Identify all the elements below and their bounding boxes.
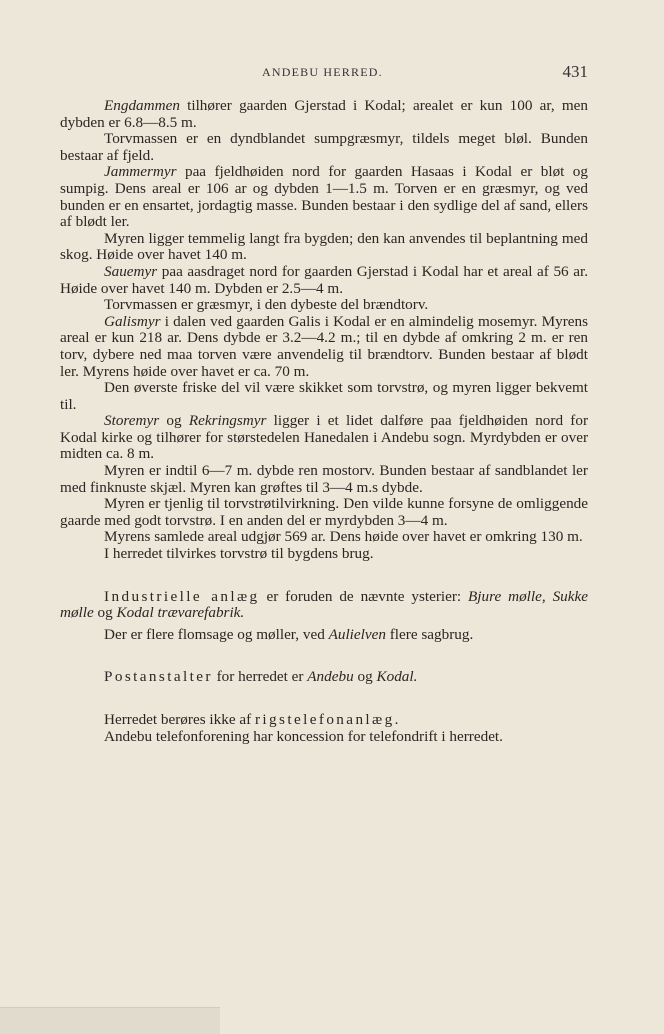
paragraph bbox=[60, 463, 588, 496]
page-edge-shadow bbox=[0, 1007, 220, 1034]
paragraph bbox=[60, 231, 588, 264]
text-run: Myren er tjenlig til torvstrøtilvirkning. Den vilde kunne forsyne de omliggende gaarde med godt torvstrø. I en anden del er myrdybden 3—4 m. bbox=[60, 495, 588, 529]
paragraph bbox=[60, 529, 588, 546]
italic-term: Bjure mølle, Sukke mølle bbox=[60, 587, 588, 622]
paragraph bbox=[60, 98, 588, 131]
italic-term: Sauemyr bbox=[104, 262, 158, 280]
paragraph bbox=[60, 380, 588, 413]
text-run: og bbox=[159, 412, 189, 430]
text-run: I herredet tilvirkes torvstrø til bygdens brug. bbox=[104, 545, 374, 563]
text-run: Torvmassen er græsmyr, i den dybeste del brændtorv. bbox=[104, 296, 429, 314]
text-run: Myren er indtil 6—7 m. dybde ren mostorv. Bunden bestaar af sandblandet ler med finknuste skjæl. Myren kan grøftes til 3—4 m.s dybde. bbox=[60, 462, 588, 496]
spaced-heading: Postanstalter bbox=[104, 668, 213, 686]
text-run: for herredet er bbox=[212, 668, 308, 686]
italic-term: Aulielven bbox=[328, 625, 386, 643]
italic-term: Engdammen bbox=[104, 97, 180, 114]
italic-term: Kodal trævarefabrik. bbox=[116, 604, 245, 622]
paragraph bbox=[60, 264, 588, 297]
text-run: flere sagbrug. bbox=[385, 625, 474, 643]
paragraph bbox=[60, 712, 588, 729]
text-run: i dalen ved gaarden Galis i Kodal er en almindelig mosemyr. Myrens areal er kun 218 ar. Dens dybde er 3.2—4.2 m.; til en dybde af omkring 2 m. er ren torv, dybere ned maa torven være anvendelig til brændtorv. Bunden bestaar af blødt ler. Myrens høide over havet er ca. 70 m. bbox=[60, 312, 588, 380]
italic-term: Jammermyr bbox=[104, 163, 177, 181]
paragraph bbox=[60, 729, 588, 746]
text-run: tilhører gaarden Gjerstad i Kodal; arealet er kun 100 ar, men dybden er 6.8—8.5 m. bbox=[60, 97, 588, 131]
page-header bbox=[0, 62, 664, 86]
paragraph bbox=[60, 496, 588, 529]
paragraph bbox=[60, 627, 588, 644]
text-run: paa fjeldhøiden nord for gaarden Hasaas i Kodal er bløt og sumpig. Dens areal er 106 ar og dybden 1—1.5 m. Torven er en græsmyr, og ved bunden er en ensartet, jordagtig masse. Bunden bestaar i den sydlige del af sand, ellers af blødt ler. bbox=[60, 163, 588, 231]
body-text bbox=[60, 98, 588, 745]
italic-term: Kodal. bbox=[376, 668, 418, 686]
text-run: Den øverste friske del vil være skikket som torvstrø, og myren ligger bekvemt til. bbox=[60, 379, 588, 413]
italic-term: Rekringsmyr bbox=[188, 412, 267, 430]
text-run: og bbox=[353, 668, 377, 686]
paragraph bbox=[60, 314, 588, 380]
italic-term: Galismyr bbox=[104, 312, 161, 330]
page-number: 431 bbox=[562, 62, 588, 81]
text-run: Der er flere flomsage og møller, ved bbox=[104, 625, 329, 643]
text-run: Andebu telefonforening har koncession for telefondrift i herredet. bbox=[104, 727, 503, 745]
paragraph bbox=[60, 589, 588, 622]
italic-term: Andebu bbox=[307, 668, 354, 686]
italic-term: Storemyr bbox=[104, 412, 160, 430]
paragraph bbox=[60, 413, 588, 463]
paragraph bbox=[60, 164, 588, 230]
text-run: paa aasdraget nord for gaarden Gjerstad i Kodal har et areal af 56 ar. Høide over havet 140 m. Dybden er 2.5—4 m. bbox=[60, 262, 588, 297]
text-run: Torvmassen er en dyndblandet sumpgræsmyr, tildels meget bløl. Bunden bestaar af fjeld. bbox=[60, 130, 588, 164]
running-head: ANDEBU HERRED. bbox=[262, 65, 383, 79]
text-run: Myrens samlede areal udgjør 569 ar. Dens høide over havet er omkring 130 m. bbox=[104, 528, 583, 546]
paragraph bbox=[60, 131, 588, 164]
text-run: er foruden de nævnte ysterier: bbox=[259, 587, 469, 605]
paragraph bbox=[60, 669, 588, 686]
spaced-heading: rigstelefonanlæg. bbox=[254, 711, 401, 728]
spaced-heading: Industrielle anlæg bbox=[104, 587, 260, 605]
text-run: Herredet berøres ikke af bbox=[104, 711, 255, 728]
text-run: og bbox=[93, 604, 117, 622]
paragraph bbox=[60, 297, 588, 314]
text-run: Myren ligger temmelig langt fra bygden; den kan anvendes til beplantning med skog. Høide over havet 140 m. bbox=[60, 229, 588, 264]
paragraph bbox=[60, 546, 588, 563]
text-run: ligger i et lidet dalføre paa fjeldhøiden nord for Kodal kirke og tilhører for størstedelen Hanedalen i Andebu sogn. Myrdybden er over midten ca. 8 m. bbox=[60, 412, 589, 463]
